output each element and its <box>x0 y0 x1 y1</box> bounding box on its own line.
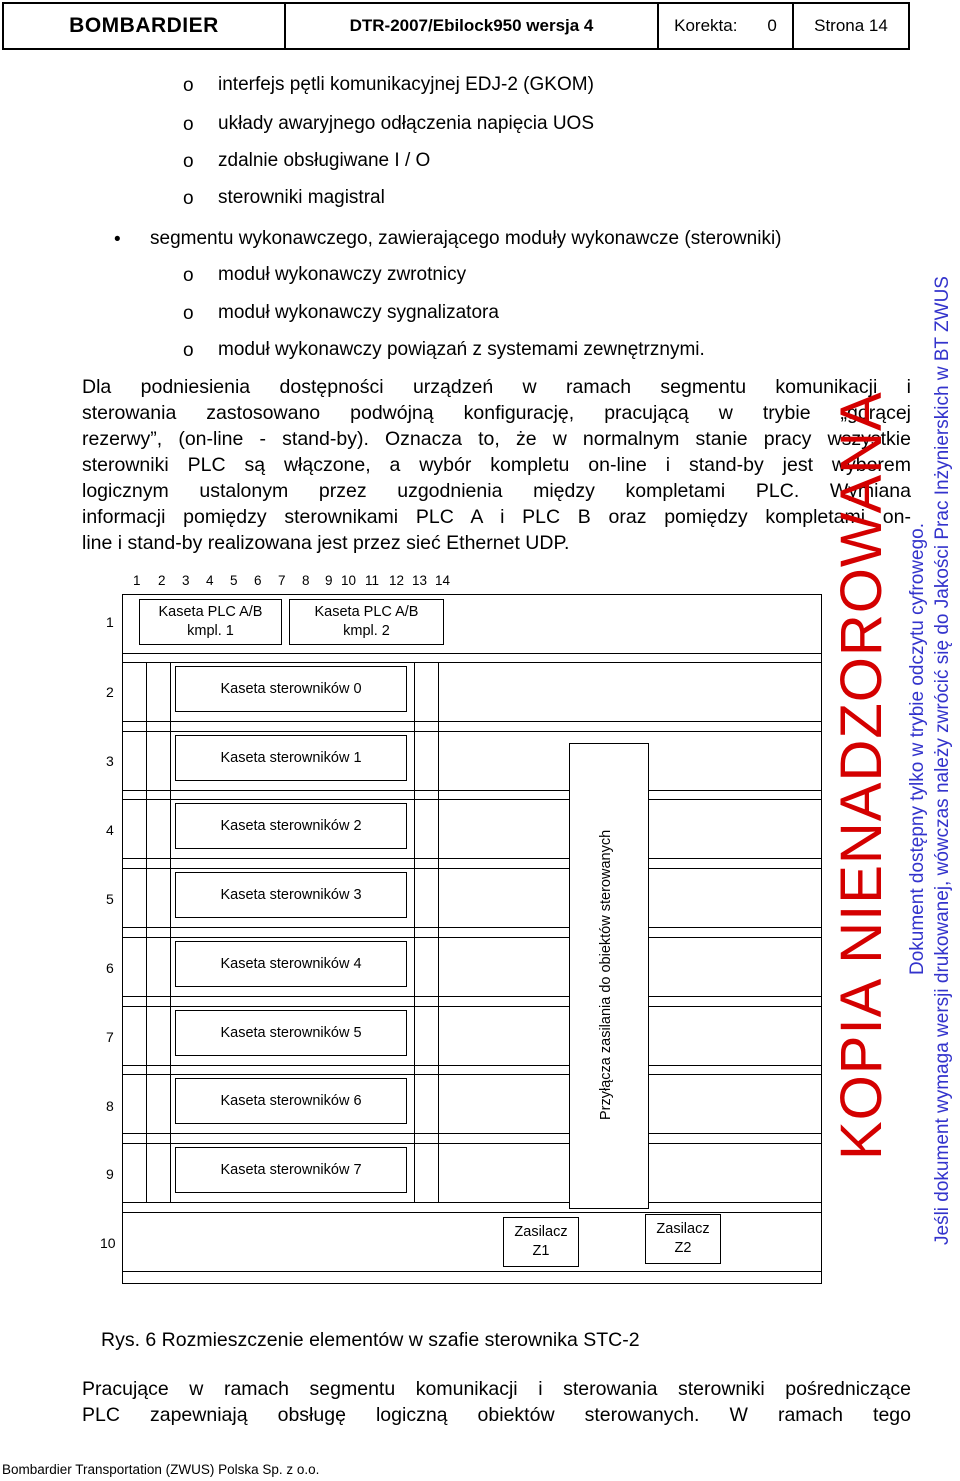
box-label: kmpl. 2 <box>343 623 390 639</box>
body-paragraph <box>82 1376 911 1428</box>
bullet-item: segmentu wykonawczego, zawierającego moduły wykonawcze (sterowniki) <box>150 228 782 249</box>
paragraph-line: Dla podniesienia dostępności urządzeń w ramach segmentu komunikacji i <box>82 376 911 398</box>
row-number: 3 <box>106 753 114 769</box>
column-number: 6 <box>254 573 262 588</box>
paragraph-line: line i stand-by realizowana jest przez sieć Ethernet UDP. <box>82 532 570 554</box>
paragraph-line: rezerwy”, (on-line - stand-by). Oznacza to, że w normalnym stanie pracy wszystkie <box>82 428 911 450</box>
paragraph-line: logicznym ustalonym przez uzgodnienia między kompletami PLC. Wymiana <box>82 480 911 502</box>
revision-field <box>659 4 794 48</box>
list-item: moduł wykonawczy powiązań z systemami zewnętrznymi. <box>218 339 705 360</box>
column-number: 13 <box>412 573 428 588</box>
list-marker: o <box>183 114 194 135</box>
box-label: Kaseta PLC A/B <box>314 604 419 620</box>
slot-divider <box>146 662 147 1203</box>
controller-cassette-0 <box>175 666 407 712</box>
paragraph-line: informacji pomiędzy sterownikami PLC A i PLC B oraz pomiędzy kompletami on- <box>82 506 911 528</box>
company-logo: BOMBARDIER <box>4 4 286 48</box>
revision-value: 0 <box>767 16 777 35</box>
page-footer: Bombardier Transportation (ZWUS) Polska Sp. z o.o. <box>2 1462 320 1477</box>
box-label: kmpl. 1 <box>187 623 234 639</box>
controller-cassette-6 <box>175 1078 407 1124</box>
revision-label: Korekta: <box>674 16 738 35</box>
list-marker: o <box>183 340 194 361</box>
list-item: moduł wykonawczy zwrotnicy <box>218 264 467 285</box>
box-label: Z2 <box>674 1240 692 1256</box>
list-marker: o <box>183 265 194 286</box>
column-number: 12 <box>389 573 405 588</box>
column-number: 10 <box>341 573 357 588</box>
watermark-note-line2: Jeśli dokument wymaga wersji drukowanej, wówczas należy zwrócić się do Jakości Prac Inżynierskich w BT ZWUS <box>932 276 953 1245</box>
box-label: Kaseta sterowników 3 <box>220 886 362 903</box>
column-number: 7 <box>278 573 286 588</box>
controller-cassette-3 <box>175 872 407 918</box>
row-number: 10 <box>100 1235 116 1251</box>
row-number: 6 <box>106 960 114 976</box>
list-item: sterowniki magistral <box>218 187 385 208</box>
list-marker: o <box>183 303 194 324</box>
column-number: 5 <box>230 573 238 588</box>
paragraph-line: Pracujące w ramach segmentu komunikacji i sterowania sterowniki pośredniczące <box>82 1378 911 1400</box>
box-label: Kaseta sterowników 1 <box>220 749 362 766</box>
row-number: 1 <box>106 614 114 630</box>
document-id: DTR-2007/Ebilock950 wersja 4 <box>286 4 659 48</box>
row-number: 8 <box>106 1098 114 1114</box>
paragraph-line: sterowania zastosowano podwójną konfigurację, pracującą w trybie „gorącej <box>82 402 911 424</box>
list-marker: o <box>183 151 194 172</box>
power-supply-z2 <box>645 1214 721 1264</box>
slot-divider <box>170 662 171 1203</box>
controller-cassette-5 <box>175 1010 407 1056</box>
list-item: zdalnie obsługiwane I / O <box>218 150 431 171</box>
list-item: interfejs pętli komunikacyjnej EDJ-2 (GKOM) <box>218 74 594 95</box>
column-number: 3 <box>182 573 190 588</box>
body-paragraph <box>82 374 911 556</box>
column-number: 2 <box>158 573 166 588</box>
plc-cassette-1 <box>139 599 282 645</box>
controller-cassette-1 <box>175 735 407 781</box>
figure-caption: Rys. 6 Rozmieszczenie elementów w szafie sterownika STC-2 <box>101 1329 640 1351</box>
page-header <box>2 2 910 50</box>
slot-divider <box>438 662 439 1203</box>
row-number: 2 <box>106 684 114 700</box>
box-label: Zasilacz <box>514 1224 568 1240</box>
watermark-note-line1: Dokument dostępny tylko w trybie odczytu cyfrowego. <box>907 523 928 975</box>
bullet-marker: • <box>114 229 121 250</box>
slot-divider <box>414 662 415 1203</box>
paragraph-line: PLC zapewniają obsługę logiczną obiektów sterowanych. W ramach tego <box>82 1404 911 1426</box>
column-number: 14 <box>435 573 451 588</box>
column-number: 9 <box>325 573 333 588</box>
box-label: Zasilacz <box>656 1221 710 1237</box>
page-number: Strona 14 <box>814 16 888 35</box>
watermark-uncontrolled-copy: KOPIA NIENADZOROWANA <box>829 391 894 1160</box>
box-label: Kaseta sterowników 2 <box>220 817 362 834</box>
box-label: Kaseta sterowników 0 <box>220 680 362 697</box>
row-number: 7 <box>106 1029 114 1045</box>
plc-cassette-2 <box>289 599 444 645</box>
box-label: Kaseta sterowników 6 <box>220 1092 362 1109</box>
list-marker: o <box>183 75 194 96</box>
controller-cassette-2 <box>175 803 407 849</box>
column-number: 1 <box>133 573 141 588</box>
box-label: Kaseta sterowników 5 <box>220 1024 362 1041</box>
power-strip-label: Przyłącza zasilania do obiektów sterowanych <box>598 829 614 1120</box>
row-number: 9 <box>106 1166 114 1182</box>
box-label: Kaseta sterowników 7 <box>220 1161 362 1178</box>
controller-cassette-7 <box>175 1147 407 1193</box>
box-label: Kaseta sterowników 4 <box>220 955 362 972</box>
paragraph-line: sterowniki PLC są włączone, a wybór kompletu on-line i stand-by jest wyborem <box>82 454 911 476</box>
list-item: układy awaryjnego odłączenia napięcia UOS <box>218 113 595 134</box>
list-marker: o <box>183 188 194 209</box>
row-number: 5 <box>106 891 114 907</box>
box-label: Kaseta PLC A/B <box>158 604 263 620</box>
row-number: 4 <box>106 822 114 838</box>
box-label: Z1 <box>532 1243 550 1259</box>
column-number: 4 <box>206 573 214 588</box>
controller-cassette-4 <box>175 941 407 987</box>
list-item: moduł wykonawczy sygnalizatora <box>218 302 499 323</box>
power-supply-z1 <box>503 1217 579 1267</box>
column-number: 11 <box>365 573 380 588</box>
column-number: 8 <box>302 573 310 588</box>
